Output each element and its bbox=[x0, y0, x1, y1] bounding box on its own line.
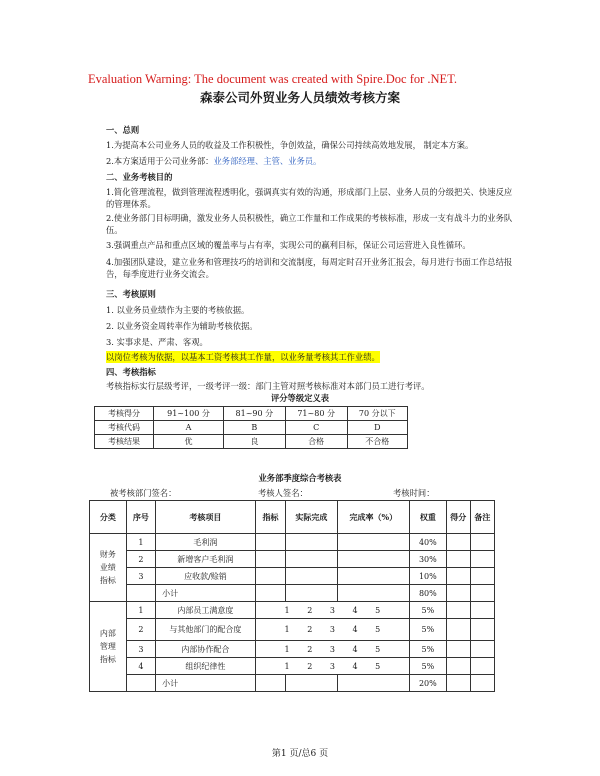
section-heading: 二、业务考核目的 bbox=[106, 172, 173, 182]
table-row: 2 与其他部门的配合度 1 2 3 4 5 5% bbox=[90, 619, 495, 641]
signature-person-label: 考核人签名： bbox=[258, 488, 308, 498]
paragraph: 1.为提高本公司业务人员的收益及工作积极性，争创效益，确保公司持续高效地发展， 制定本方案。 bbox=[106, 140, 474, 150]
paragraph: 2. 以业务资金周转率作为辅助考核依据。 bbox=[106, 321, 258, 331]
quarter-assessment-table bbox=[89, 500, 495, 692]
table-row: 考核代码 A B C D bbox=[95, 421, 408, 435]
paragraph: 2.本方案适用于公司业务部：业务部经理、主管、业务员。 bbox=[106, 156, 322, 166]
paragraph: 1.简化管理流程，做到管理流程透明化，强调真实有效的沟通，形成部门上层、业务人员的分级把关、快速反应的管理体系。 bbox=[106, 187, 513, 209]
paragraph: 考核指标实行层级考评，一级考评一级：部门主管对照考核标准对本部门员工进行考评。 bbox=[106, 381, 430, 391]
rating-scale: 1 2 3 4 5 bbox=[255, 641, 409, 658]
subtotal-row: 小计 80% bbox=[90, 585, 495, 602]
table-row: 财务业绩指标 1 毛利润 40% bbox=[90, 534, 495, 551]
paragraph: 3.强调重点产品和重点区域的覆盖率与占有率，实现公司的赢利目标，保证公司运营进入良性循环。 bbox=[106, 240, 471, 250]
roles-text: 业务部经理、主管、业务员。 bbox=[213, 156, 322, 166]
document-title: 森泰公司外贸业务人员绩效考核方案 bbox=[199, 90, 400, 105]
table-row: 内部管理指标 1 内部员工满意度 1 2 3 4 5 5% bbox=[90, 602, 495, 619]
table-caption: 评分等级定义表 bbox=[270, 393, 330, 403]
table-header-row: 分类 序号 考核项目 指标 实际完成 完成率（%） 权重 得分 备注 bbox=[90, 501, 495, 534]
category-cell: 财务业绩指标 bbox=[90, 534, 127, 602]
grade-table bbox=[94, 406, 408, 449]
paragraph: 1. 以业务员业绩作为主要的考核依据。 bbox=[106, 305, 250, 315]
table-row: 4 组织纪律性 1 2 3 4 5 5% bbox=[90, 658, 495, 675]
table-row: 考核得分 91~100 分 81~90 分 71~80 分 70 分以下 bbox=[95, 407, 408, 421]
paragraph: 3. 实事求是、严肃、客观。 bbox=[106, 337, 208, 347]
page-footer: 第1 页/总6 页 bbox=[271, 749, 329, 759]
table-row: 2 新增客户毛利润 30% bbox=[90, 551, 495, 568]
paragraph: 2.使业务部门目标明确，激发业务人员积极性，确立工作量和工作成果的考核标准，形成一支有战斗力的业务队伍。 bbox=[106, 213, 513, 235]
rating-scale: 1 2 3 4 5 bbox=[255, 619, 409, 641]
evaluation-warning: Evaluation Warning: The document was created with Spire.Doc for .NET. bbox=[88, 72, 458, 86]
section-heading: 三、考核原则 bbox=[106, 289, 156, 299]
signature-dept-label: 被考核部门签名： bbox=[110, 488, 177, 498]
rating-scale: 1 2 3 4 5 bbox=[255, 602, 409, 619]
table-row: 3 应收款/赊销 10% bbox=[90, 568, 495, 585]
section-heading: 四、考核指标 bbox=[106, 367, 156, 377]
table-row: 考核结果 优 良 合格 不合格 bbox=[95, 435, 408, 449]
signature-time-label: 考核时间： bbox=[393, 488, 435, 498]
table-caption: 业务部季度综合考核表 bbox=[258, 473, 342, 483]
subtotal-row: 小计 20% bbox=[90, 675, 495, 692]
rating-scale: 1 2 3 4 5 bbox=[255, 658, 409, 675]
highlighted-paragraph: 以岗位考核为依据，以基本工资考核其工作量，以业务量考核其工作业绩。 bbox=[106, 352, 380, 362]
category-cell: 内部管理指标 bbox=[90, 602, 127, 692]
paragraph: 4.加强团队建设，建立业务和管理技巧的培训和交流制度，每周定时召开业务汇报会，每月进行书面工作总结报告，每季度进行业务交流会。 bbox=[106, 257, 513, 279]
section-heading: 一、总则 bbox=[106, 125, 140, 135]
table-row: 3 内部协作配合 1 2 3 4 5 5% bbox=[90, 641, 495, 658]
